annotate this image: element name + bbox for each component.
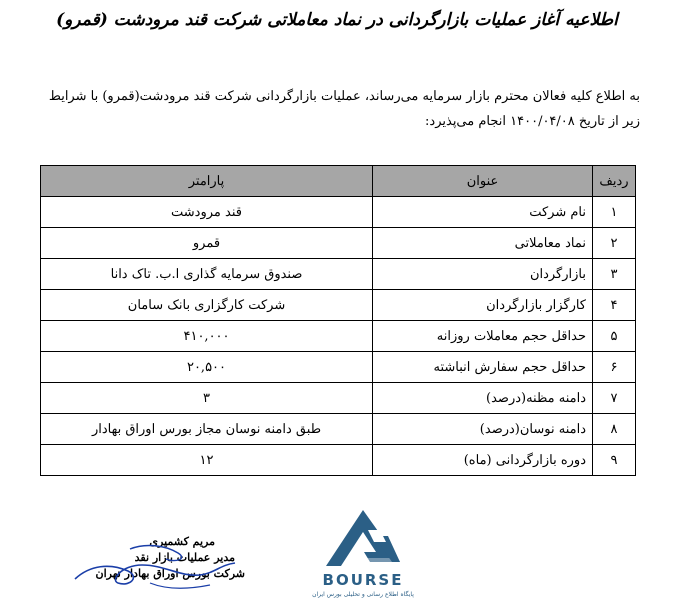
bourse-logo-icon <box>296 506 430 598</box>
signatory-company: شرکت بورس اوراق بهادار تهران <box>95 567 245 580</box>
row-number: ۵ <box>593 321 636 352</box>
row-parameter: ۲۰,۵۰۰ <box>41 352 373 383</box>
row-number: ۳ <box>593 259 636 290</box>
bourse-logo <box>296 506 430 598</box>
logo-tagline: پایگاه اطلاع رسانی و تحلیلی بورس ایران <box>312 591 414 598</box>
table-row <box>41 321 636 352</box>
row-title: بازارگردان <box>373 259 593 290</box>
row-parameter: طبق دامنه نوسان مجاز بورس اوراق بهادار <box>41 414 373 445</box>
table-row <box>41 383 636 414</box>
row-title: حداقل حجم معاملات روزانه <box>373 321 593 352</box>
intro-line-2: زیر از تاریخ ۱۴۰۰/۰۴/۰۸ انجام می‌پذیرد: <box>425 114 640 129</box>
row-number: ۶ <box>593 352 636 383</box>
table-row <box>41 259 636 290</box>
table-row <box>41 445 636 476</box>
header-title: عنوان <box>373 166 593 197</box>
row-title: حداقل حجم سفارش انباشته <box>373 352 593 383</box>
page-title: اطلاعیه آغاز عملیات بازارگردانی در نماد معاملاتی شرکت قند مرودشت (قمرو) <box>56 10 618 30</box>
intro-paragraph <box>40 84 640 134</box>
table-row <box>41 290 636 321</box>
row-number: ۸ <box>593 414 636 445</box>
parameters-table <box>40 165 636 476</box>
row-parameter: ۱۲ <box>41 445 373 476</box>
table-row <box>41 197 636 228</box>
row-parameter: ۴۱۰,۰۰۰ <box>41 321 373 352</box>
row-title: دوره بازارگردانی (ماه) <box>373 445 593 476</box>
handwritten-signature <box>70 535 245 595</box>
row-parameter: قند مرودشت <box>41 197 373 228</box>
row-number: ۴ <box>593 290 636 321</box>
row-title: نام شرکت <box>373 197 593 228</box>
row-title: کارگزار بازارگردان <box>373 290 593 321</box>
signatory-name: مریم کشمیری <box>149 535 215 548</box>
row-parameter: قمرو <box>41 228 373 259</box>
table-row <box>41 414 636 445</box>
row-title: نماد معاملاتی <box>373 228 593 259</box>
row-number: ۲ <box>593 228 636 259</box>
row-title: دامنه مظنه(درصد) <box>373 383 593 414</box>
header-parameter: پارامتر <box>41 166 373 197</box>
table-row <box>41 352 636 383</box>
signatory-role: مدیر عملیات بازار نقد <box>134 551 235 564</box>
row-parameter: ۳ <box>41 383 373 414</box>
intro-line-1: به اطلاع کلیه فعالان محترم بازار سرمایه می‌رساند، عملیات بازارگردانی شرکت قند مرودشت(قمرو) با شرایط <box>48 89 640 104</box>
row-number: ۱ <box>593 197 636 228</box>
row-parameter: شرکت کارگزاری بانک سامان <box>41 290 373 321</box>
row-parameter: صندوق سرمایه گذاری ا.ب. تاک دانا <box>41 259 373 290</box>
logo-wordmark: BOURSE <box>322 571 404 589</box>
table-header-row <box>41 166 636 197</box>
signature-block <box>70 535 245 595</box>
row-number: ۷ <box>593 383 636 414</box>
table-row <box>41 228 636 259</box>
header-row-number: ردیف <box>593 166 636 197</box>
row-number: ۹ <box>593 445 636 476</box>
row-title: دامنه نوسان(درصد) <box>373 414 593 445</box>
